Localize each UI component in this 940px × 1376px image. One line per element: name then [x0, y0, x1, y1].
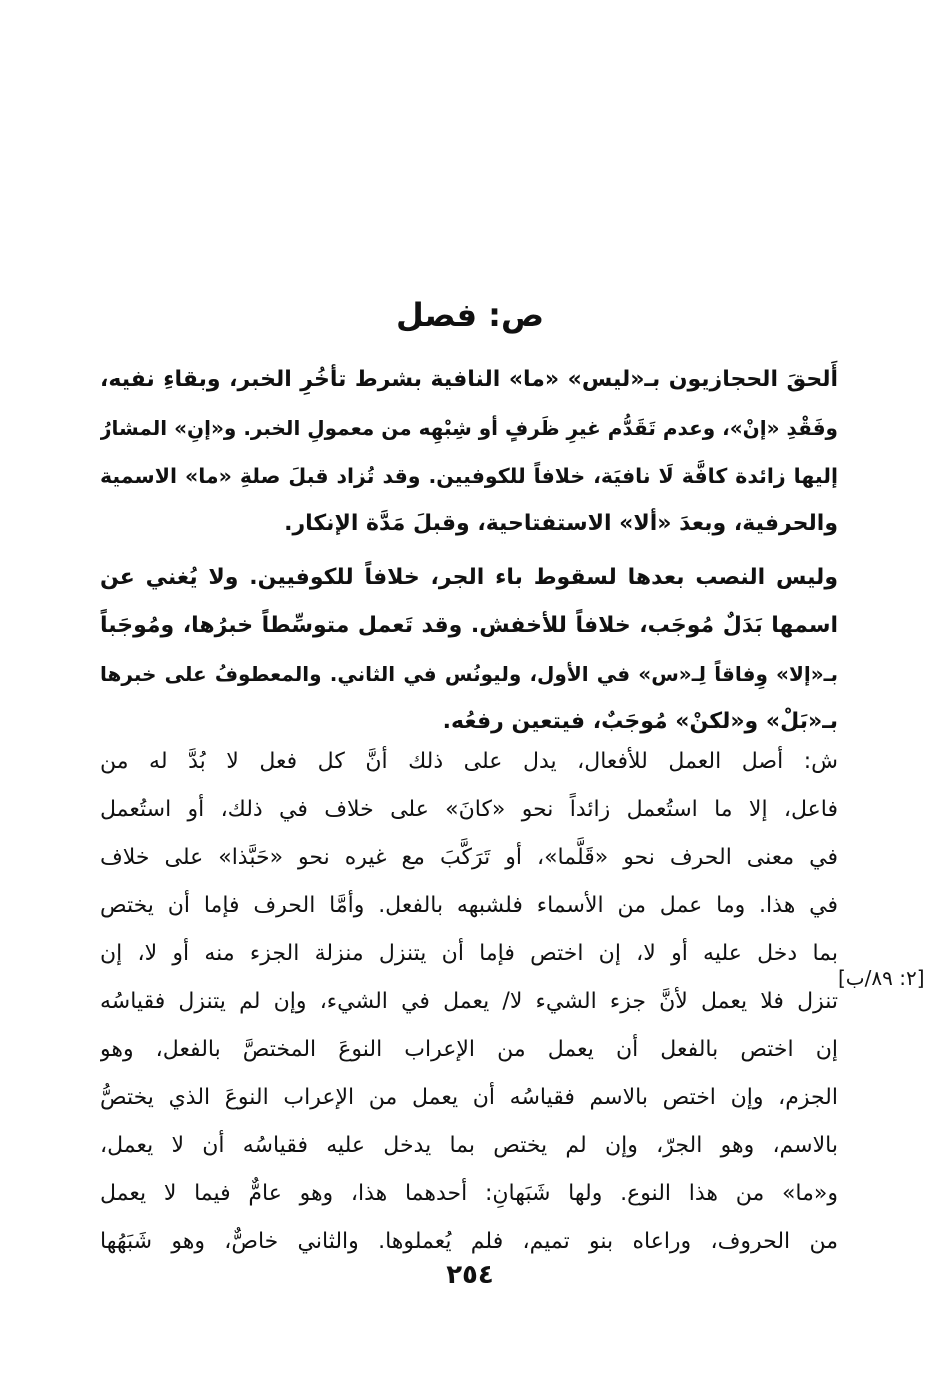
matn-paragraph-2 — [100, 554, 838, 746]
matn-paragraph-1 — [100, 356, 838, 548]
text-line: إن اختص بالفعل أن يعمل من الإعراب النوعَ المختصَّ بالفعل، وهو — [100, 1037, 838, 1062]
page-number: ٢٥٤ — [446, 1260, 494, 1290]
text-line: الجزم، وإن اختص بالاسم فقياسُه أن يعمل من الإعراب النوعَ الذي يختصُّ — [100, 1085, 838, 1110]
text-line: إليها زائدة كافَّة لَا نافيَة، خلافاً للكوفيين. وقد تُزاد قبلَ صلةِ «ما» الاسمية — [100, 464, 838, 488]
text-line: تنزل فلا يعمل لأنَّ جزء الشيء لا/ يعمل في الشيء، وإن لم يتنزل فقياسُه — [100, 989, 838, 1014]
section-heading: ص: فصل — [395, 296, 545, 334]
manuscript-folio-reference: [٢: ٨٩/ب] — [838, 966, 925, 990]
text-line: وليس النصب بعدها لسقوط باء الجر، خلافاً للكوفيين. ولا يُغني عن — [100, 565, 838, 590]
sharh-paragraph — [100, 738, 838, 1266]
text-line: اسمها بَدَلٌ مُوجَب، خلافاً للأخفش. وقد تَعمل متوسِّطاً خبرُها، ومُوجَباً — [100, 613, 838, 638]
text-line: من الحروف، وراعاه بنو تميم، فلم يُعملوها. والثاني خاصٌّ، وهو شَبَهُها — [100, 1229, 838, 1254]
text-line: والحرفية، وبعدَ «ألا» الاستفتاحية، وقبلَ مَدَّة الإنكار. — [284, 511, 838, 536]
text-line: بالاسم، وهو الجرّ، وإن لم يختص بما يدخل عليه فقياسُه أن لا يعمل، — [100, 1133, 838, 1158]
text-line: فاعل، إلا ما استُعمل زائداً نحو «كانَ» على خلاف في ذلك، أو استُعمل — [100, 797, 838, 822]
text-line: بـ«إلا» وِفاقاً لِـ«س» في الأول، وليونُس في الثاني. والمعطوفُ على خبرها — [100, 662, 838, 686]
text-line: ش: أصل العمل للأفعال، يدل على ذلك أنَّ كل فعل لا بُدَّ له من — [100, 749, 838, 774]
text-line: في هذا. وما عمل من الأسماء فلشبهه بالفعل. وأمَّا الحرف فإما أن يختص — [100, 893, 838, 918]
text-line: و«ما» من هذا النوع. ولها شَبَهانِ: أحدهما هذا، وهو عامٌّ فيما لا يعمل — [100, 1181, 838, 1206]
text-line: وفَقْدِ «إنْ»، وعدم تَقَدُّم غيرِ ظَرفٍ أو شِبْهِه من معمولِ الخبر. و«إنِ» المشارُ — [100, 416, 838, 440]
text-line: بـ«بَلْ» و«لكنْ» مُوجَبٌ، فيتعين رفعُه. — [442, 709, 838, 734]
text-line: بما دخل عليه أو لا، إن اختص فإما أن يتنزل منزلة الجزء منه أو لا، إن — [100, 941, 838, 966]
text-line: أَلحقَ الحجازيون بـ«ليس» «ما» النافية بشرط تأخُرِ الخبر، وبقاءِ نفيه، — [100, 367, 838, 392]
text-line: في معنى الحرف نحو «قَلَّما»، أو تَرَكَّبَ مع غيره نحو «حَبَّذا» على خلاف — [100, 845, 838, 870]
